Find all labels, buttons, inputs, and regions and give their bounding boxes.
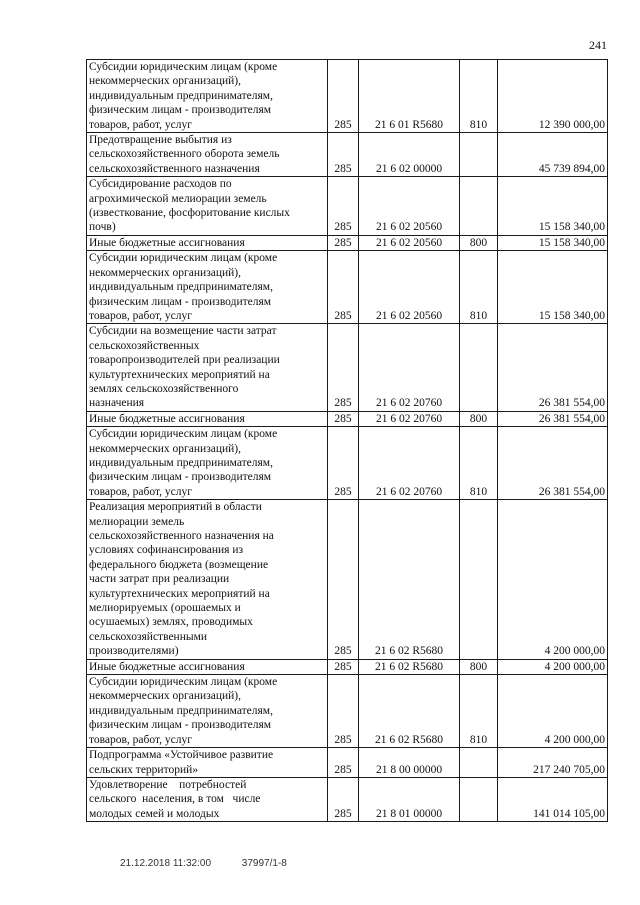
table-row <box>87 411 608 426</box>
cell-name: Субсидии на возмещение части затрат сельскохозяйственных товаропроизводителей при реализации культуртехнических мероприятий на землях сельскохозяйственного назначения <box>87 324 328 411</box>
cell-name: Субсидии юридическим лицам (кроме некоммерческих организаций), индивидуальным предпринимателям, физическим лицам - производителям товаров, работ, услуг <box>87 251 328 324</box>
cell-sum: 217 240 705,00 <box>498 748 608 778</box>
table-row <box>87 659 608 674</box>
cell-vr: 800 <box>460 659 498 674</box>
cell-csr: 21 6 02 20760 <box>359 411 460 426</box>
cell-vr <box>460 748 498 778</box>
table-row <box>87 500 608 659</box>
cell-csr: 21 6 02 R5680 <box>359 675 460 748</box>
cell-vedom: 285 <box>328 324 359 411</box>
cell-sum: 4 200 000,00 <box>498 659 608 674</box>
cell-csr: 21 8 00 00000 <box>359 748 460 778</box>
cell-csr: 21 6 01 R5680 <box>359 60 460 133</box>
cell-csr: 21 6 02 R5680 <box>359 500 460 659</box>
cell-vr <box>460 324 498 411</box>
cell-csr: 21 6 02 20560 <box>359 177 460 236</box>
cell-vr: 810 <box>460 60 498 133</box>
table-row <box>87 60 608 133</box>
cell-csr: 21 6 02 20760 <box>359 324 460 411</box>
cell-name: Иные бюджетные ассигнования <box>87 659 328 674</box>
cell-sum: 26 381 554,00 <box>498 427 608 500</box>
cell-vr: 810 <box>460 675 498 748</box>
table-row <box>87 133 608 177</box>
cell-vedom: 285 <box>328 427 359 500</box>
cell-vedom: 285 <box>328 133 359 177</box>
cell-sum: 26 381 554,00 <box>498 411 608 426</box>
cell-vedom: 285 <box>328 60 359 133</box>
cell-sum: 45 739 894,00 <box>498 133 608 177</box>
table-row <box>87 675 608 748</box>
cell-vedom: 285 <box>328 500 359 659</box>
cell-vedom: 285 <box>328 777 359 821</box>
cell-vr: 800 <box>460 235 498 250</box>
cell-csr: 21 6 02 R5680 <box>359 659 460 674</box>
cell-sum: 26 381 554,00 <box>498 324 608 411</box>
table-row <box>87 235 608 250</box>
page-number: 241 <box>589 38 607 52</box>
cell-name: Подпрограмма «Устойчивое развитие сельских территорий» <box>87 748 328 778</box>
cell-sum: 15 158 340,00 <box>498 177 608 236</box>
table-row <box>87 251 608 324</box>
cell-sum: 141 014 105,00 <box>498 777 608 821</box>
cell-csr: 21 8 01 00000 <box>359 777 460 821</box>
cell-csr: 21 6 02 20560 <box>359 251 460 324</box>
cell-sum: 4 200 000,00 <box>498 675 608 748</box>
cell-vedom: 285 <box>328 659 359 674</box>
cell-name: Субсидии юридическим лицам (кроме некоммерческих организаций), индивидуальным предпринимателям, физическим лицам - производителям товаров, работ, услуг <box>87 427 328 500</box>
cell-vr: 810 <box>460 251 498 324</box>
cell-name: Реализация мероприятий в области мелиорации земель сельскохозяйственного назначения на условиях софинансирования из федерального бюджета (возмещение части затрат при реализации культуртехнических мероприятий на мелиорируемых (орошаемых и осушаемых) землях, проводимых сельскохозяйственными производителями) <box>87 500 328 659</box>
table-row <box>87 324 608 411</box>
cell-sum: 15 158 340,00 <box>498 251 608 324</box>
footer-doc-code: 37997/1-8 <box>241 858 287 869</box>
cell-vedom: 285 <box>328 251 359 324</box>
budget-table <box>86 59 608 822</box>
cell-vr: 800 <box>460 411 498 426</box>
cell-vedom: 285 <box>328 177 359 236</box>
table-row <box>87 177 608 236</box>
cell-name: Иные бюджетные ассигнования <box>87 235 328 250</box>
cell-sum: 15 158 340,00 <box>498 235 608 250</box>
cell-vr <box>460 133 498 177</box>
cell-csr: 21 6 02 20560 <box>359 235 460 250</box>
document-footer <box>120 858 315 869</box>
cell-vedom: 285 <box>328 235 359 250</box>
cell-csr: 21 6 02 20760 <box>359 427 460 500</box>
cell-sum: 12 390 000,00 <box>498 60 608 133</box>
cell-vr <box>460 177 498 236</box>
cell-csr: 21 6 02 00000 <box>359 133 460 177</box>
footer-timestamp: 21.12.2018 11:32:00 <box>120 858 212 869</box>
cell-sum: 4 200 000,00 <box>498 500 608 659</box>
cell-vr: 810 <box>460 427 498 500</box>
cell-name: Субсидирование расходов по агрохимической мелиорации земель (известкование, фосфоритование кислых почв) <box>87 177 328 236</box>
cell-vedom: 285 <box>328 748 359 778</box>
cell-vr <box>460 500 498 659</box>
cell-name: Удовлетворение потребностей сельского населения, в том числе молодых семей и молодых <box>87 777 328 821</box>
cell-vedom: 285 <box>328 411 359 426</box>
cell-name: Субсидии юридическим лицам (кроме некоммерческих организаций), индивидуальным предпринимателям, физическим лицам - производителям товаров, работ, услуг <box>87 60 328 133</box>
cell-vedom: 285 <box>328 675 359 748</box>
cell-name: Иные бюджетные ассигнования <box>87 411 328 426</box>
cell-name: Субсидии юридическим лицам (кроме некоммерческих организаций), индивидуальным предпринимателям, физическим лицам - производителям товаров, работ, услуг <box>87 675 328 748</box>
cell-vr <box>460 777 498 821</box>
table-row <box>87 777 608 821</box>
table-row <box>87 427 608 500</box>
table-row <box>87 748 608 778</box>
cell-name: Предотвращение выбытия из сельскохозяйственного оборота земель сельскохозяйственного назначения <box>87 133 328 177</box>
